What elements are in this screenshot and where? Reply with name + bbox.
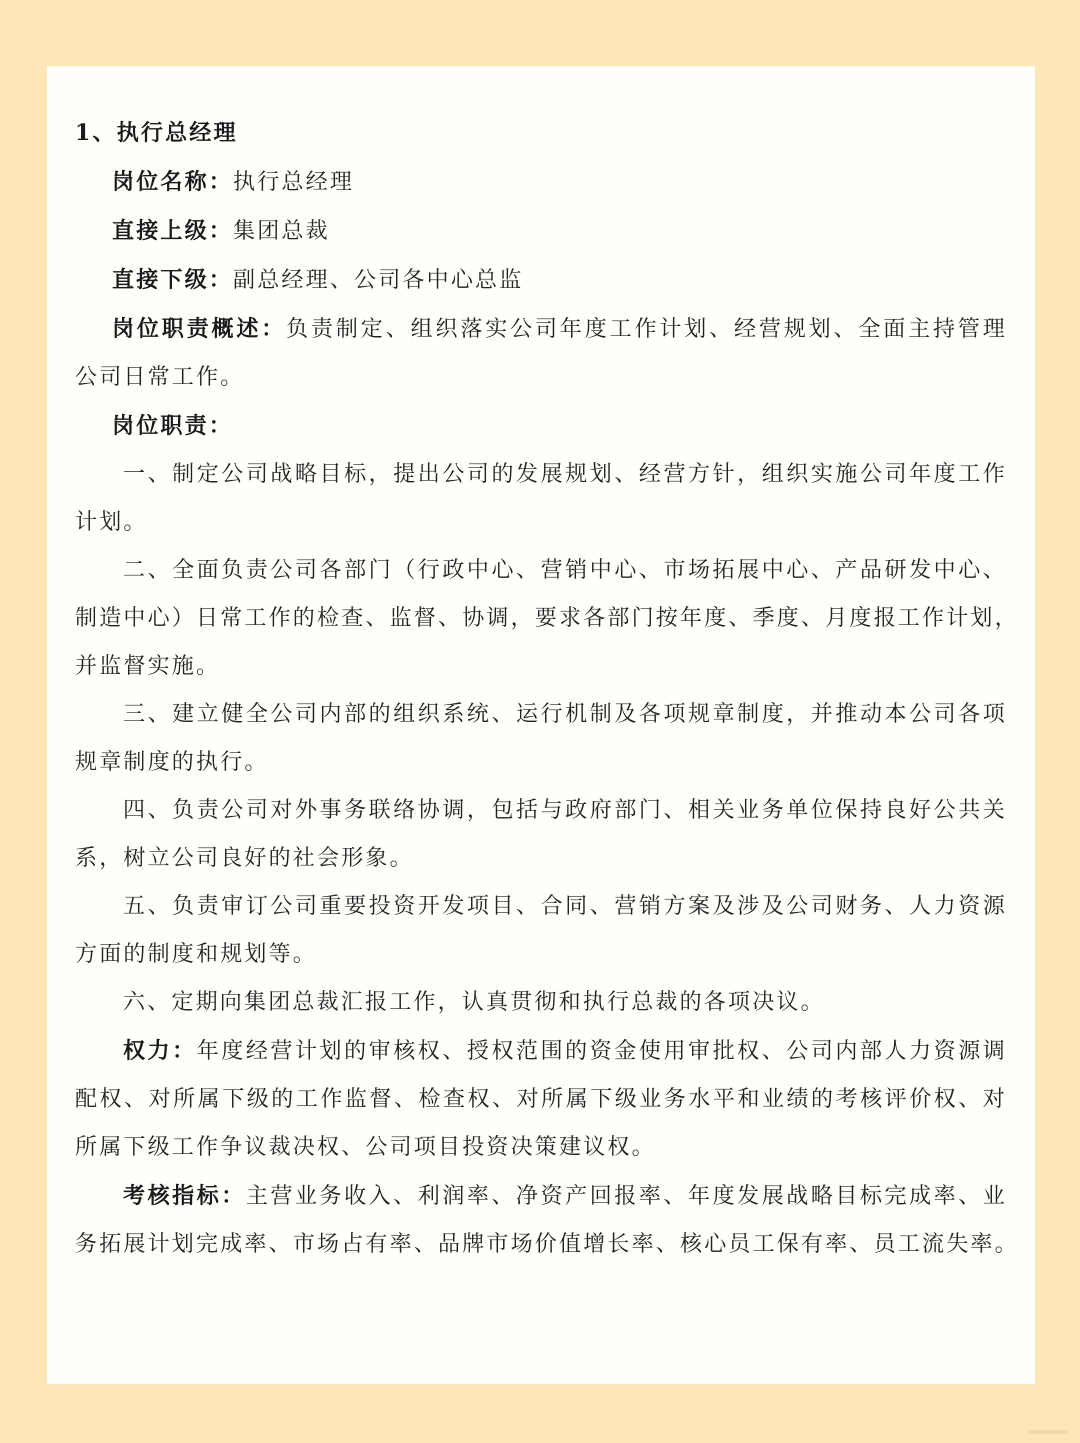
field-label: 直接上级： bbox=[112, 218, 234, 244]
section-heading: 1、执行总经理 bbox=[75, 120, 238, 146]
field-label: 岗位名称： bbox=[112, 169, 234, 195]
duty-item-2: 二、全面负责公司各部门（行政中心、营销中心、市场拓展中心、产品研发中心、 制造中心）日常工作的检查、监督、协调，要求各部门按年度、季度、月度报工作计划， 并监督实施。 bbox=[75, 558, 1019, 679]
duty-item-3: 三、建立健全公司内部的组织系统、运行机制及各项规章制度，并推动本公司各项 规章制度的执行。 bbox=[75, 702, 1007, 775]
field-label: 直接下级： bbox=[112, 267, 234, 293]
duty-item-6: 六、定期向集团总裁汇报工作，认真贯彻和执行总裁的各项决议。 bbox=[123, 990, 825, 1015]
duty-item-1: 一、制定公司战略目标，提出公司的发展规划、经营方针，组织实施公司年度工作 计划。 bbox=[75, 462, 1007, 535]
duties-label: 岗位职责： bbox=[112, 413, 234, 439]
duty-item-4: 四、负责公司对外事务联络协调，包括与政府部门、相关业务单位保持良好公共关 系，树立公司良好的社会形象。 bbox=[75, 798, 1007, 871]
authority-label: 权力： bbox=[123, 1038, 197, 1064]
field-value: 副总经理、公司各中心总监 bbox=[233, 268, 524, 293]
document-page bbox=[47, 66, 1035, 1384]
overview-paragraph: 岗位职责概述：负责制定、组织落实公司年度工作计划、经营规划、全面主持管理 公司日常工作。 bbox=[75, 316, 1007, 390]
field-value: 执行总经理 bbox=[233, 170, 355, 195]
watermark-icon bbox=[1028, 1427, 1068, 1437]
authority-paragraph: 权力：年度经营计划的审核权、授权范围的资金使用审批权、公司内部人力资源调 配权、对所属下级的工作监督、检查权、对所属下级业务水平和业绩的考核评价权、对 所属下级工作争议裁决权、公司项目投资决策建议权。 bbox=[75, 1038, 1007, 1160]
kpi-paragraph: 考核指标：主营业务收入、利润率、净资产回报率、年度发展战略目标完成率、业 务拓展计划完成率、市场占有率、品牌市场价值增长率、核心员工保有率、员工流失率。 bbox=[75, 1183, 1019, 1257]
kpi-label: 考核指标： bbox=[123, 1183, 246, 1209]
field-position-name bbox=[75, 158, 1007, 207]
field-value: 集团总裁 bbox=[233, 219, 330, 244]
duty-item-5: 五、负责审订公司重要投资开发项目、合同、营销方案及涉及公司财务、人力资源 方面的制度和规划等。 bbox=[75, 894, 1007, 967]
field-direct-subordinate bbox=[75, 256, 1007, 305]
field-direct-superior bbox=[75, 207, 1007, 256]
overview-label: 岗位职责概述： bbox=[112, 316, 287, 342]
